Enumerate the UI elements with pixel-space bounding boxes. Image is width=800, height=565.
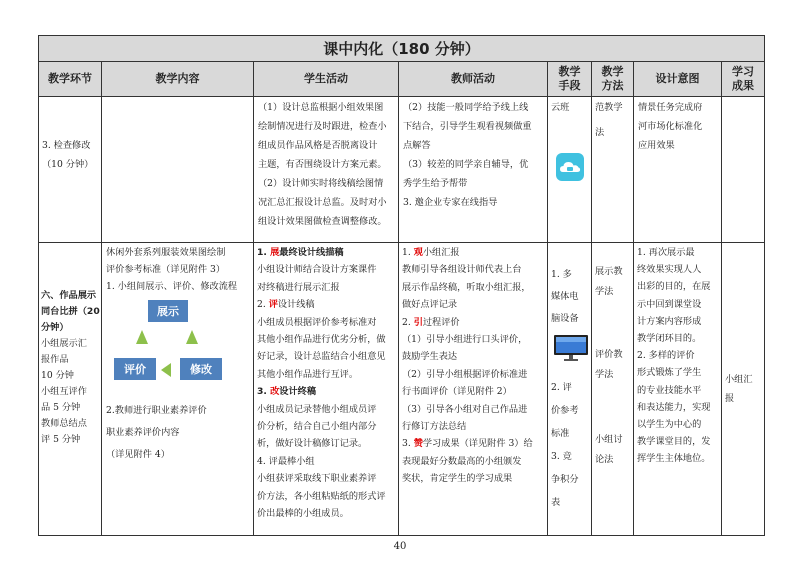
header-stage: 教学环节: [38, 61, 102, 97]
header-teacher: 教师活动: [398, 61, 548, 97]
row1-teacher-activity: （2）技能一般同学给予线上线 下结合，引导学生观看视频做重 点解答 （3）较差的同学亲自辅导，优 秀学生给予帮带 3. 邀企业专家在线指导: [403, 102, 532, 208]
arrow-left-icon: [161, 363, 171, 377]
arrow-up-left-icon: [136, 330, 148, 344]
evaluation-cycle-diagram: [108, 300, 228, 382]
header-content: 教学内容: [101, 61, 254, 97]
header-student: 学生活动: [253, 61, 399, 97]
smart-board-icon: [553, 334, 589, 362]
row2-intent-text: 1. 再次展示最 终效果实现人人 出彩的目的，在展 示中回到课堂设 计方案内容形成 教学闭环目的。 2. 多样的评价 形式锻炼了学生 的专业技能水平 和表达能力，实现 以学生为中心的 教学课堂目的，发 挥学生主体地位。: [637, 247, 711, 465]
page-number: 40: [393, 541, 407, 552]
row1-content-cell: [101, 96, 254, 243]
row1-method-text: 范教学 法: [595, 102, 623, 138]
row1-outcome-cell: [721, 96, 765, 243]
arrow-down-right-icon: [186, 330, 198, 344]
row1-student-activity: （1）设计总监根据小组效果图 绘制情况进行及时跟进，检查小 组成员作品风格是否脱离设计 主题，有否围绕设计方案元素。 （2）设计师实时将线稿绘图情 况汇总汇报设计总监。及时对小 组设计效果图做检查调整修改。: [258, 102, 387, 227]
row2-outcome-text: 小组汇 报: [725, 374, 753, 404]
header-tool: 教学手段: [547, 61, 592, 97]
section-title: [38, 35, 765, 62]
row2-content-bottom: 2.教师进行职业素养评价 职业素养评价内容 （详见附件 4）: [106, 405, 207, 460]
row2-stage-text: 六、作品展示 同台比拼（20 分钟） 小组展示汇 报作品 10 分钟 小组互评作 品 5 分钟 教师总结点 评 5 分钟: [41, 290, 100, 445]
row2-method-2: 评价教 学法: [595, 349, 623, 380]
row2-method-1: 展示教 学法: [595, 266, 623, 297]
section-title-text: 课中内化（180 分钟）: [323, 40, 480, 58]
diagram-evaluate-box: 评价: [114, 358, 156, 380]
header-method: 教学方法: [591, 61, 634, 97]
row2-student-activity: 1. 展最终设计线描稿 小组设计师结合设计方案课件 对终稿进行展示汇报 2. 评设计线稿 小组成员根据评价参考标准对 其他小组作品进行优劣分析，做 好记录，设计总监结合小组意见 其他小组作品进行互评。 3. 改设计终稿 小组成员记录替他小组成员评 价分析，结合自己小组内部分 析，做好设计稿修订记录。 4. 评最棒小组 小组获评采取线下职业素养评 价方法，各小组粘贴纸的形式评 价出最棒的小组成员。: [257, 247, 386, 520]
row1-intent-text: 情景任务完成府 河市场化标准化 应用效果: [638, 102, 703, 151]
diagram-show-box: 展示: [148, 300, 188, 322]
row1-tool-text: 云班: [551, 102, 570, 113]
diagram-modify-box: 修改: [180, 358, 222, 380]
row2-content-top: 休闲外套系列服装效果图绘制 评价参考标准（详见附件 3） 1. 小组间展示、评价、修改流程: [106, 247, 238, 292]
header-outcome: 学习成果: [721, 61, 765, 97]
header-intent: 设计意图: [633, 61, 722, 97]
row2-tool-bottom: 2. 评 价参考 标准 3. 竞 争积分 表: [551, 382, 579, 508]
row2-method-3: 小组讨 论法: [595, 434, 623, 465]
row2-tool-top: 1. 多 媒体电 脑设备: [551, 269, 579, 324]
cloud-class-app-icon: [556, 153, 584, 181]
row1-stage-text: 3. 检查修改 （10 分钟）: [42, 140, 94, 170]
row2-teacher-activity: 1. 观小组汇报 教师引导各组设计师代表上台 展示作品终稿，听取小组汇报， 做好点评记录 2. 引过程评价 （1）引导小组进行口头评价， 鼓励学生表达 （2）引导小组根据评价标准进 行书面评价（详见附件 2） （3）引导各小组对自己作品进 行修订方法总结 3. 赞学习成果（详见附件 3）给 表现最好分数最高的小组颁发 奖状，肯定学生的学习成果: [402, 247, 533, 485]
